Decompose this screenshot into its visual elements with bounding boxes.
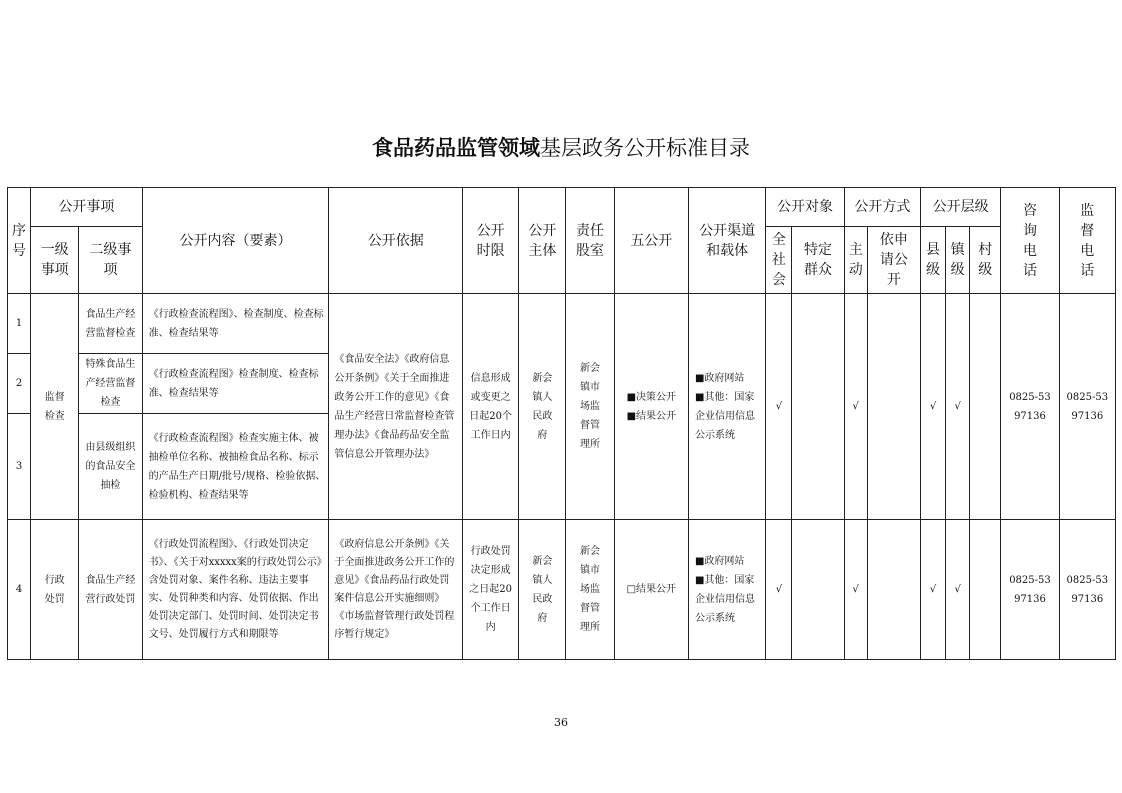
group1-time-limit: 信息形成或变更之日起20个工作日内	[463, 294, 519, 520]
header-target-all: 全社会	[766, 227, 792, 294]
group2-five: □结果公开	[614, 520, 688, 660]
header-basis: 公开依据	[329, 188, 463, 294]
group1-basis: 《食品安全法》《政府信息公开条例》《关于全面推进政务公开工作的意见》《食品生产经营日常监督检查管理办法》《食品药品安全监管信息公开管理办法》	[329, 294, 463, 520]
group2-supervise: 0825-53 97136	[1059, 520, 1115, 660]
header-time-limit: 公开时限	[463, 188, 519, 294]
row-content: 《行政检查流程图》检查实施主体、被抽检单位名称、被抽检食品名称、标示的产品生产日期/批号/规格、检验依据、检验机构、检查结果等	[142, 414, 329, 520]
header-content: 公开内容（要素）	[142, 188, 329, 294]
table-row	[8, 520, 1116, 660]
row-level2: 由县级组织的食品安全抽检	[79, 414, 142, 520]
group1-level-village	[970, 294, 1001, 520]
disclosure-table	[7, 187, 1116, 660]
group2-level-village	[970, 520, 1001, 660]
title-bold: 食品药品监管领域	[372, 135, 540, 160]
header-items: 公开事项	[31, 188, 142, 227]
group2-time-limit: 行政处罚决定形成之日起20个工作日内	[463, 520, 519, 660]
header-mode-active: 主动	[844, 227, 867, 294]
header-supervise: 监督电话	[1059, 188, 1115, 294]
group2-basis: 《政府信息公开条例》《关于全面推进政务公开工作的意见》《食品药品行政处罚案件信息公开实施细则》《市场监督管理行政处罚程序暂行规定》	[329, 520, 463, 660]
group2-mode-apply	[867, 520, 920, 660]
header-level2: 二级事项	[79, 227, 142, 294]
header-level1: 一级事项	[31, 227, 79, 294]
row-level2: 特殊食品生产经营监督检查	[79, 354, 142, 414]
header-level-county: 县级	[921, 227, 946, 294]
group1-target-specific	[792, 294, 844, 520]
group1-office: 新会镇市场监督管理所	[566, 294, 614, 520]
row-seq: 4	[8, 520, 31, 660]
row-seq: 1	[8, 294, 31, 354]
header-level-town: 镇级	[946, 227, 970, 294]
header-subject: 公开主体	[519, 188, 566, 294]
group2-mode-active: √	[844, 520, 867, 660]
group1-five: ■决策公开 ■结果公开	[614, 294, 688, 520]
group1-level-county: √	[921, 294, 946, 520]
header-level-village: 村级	[970, 227, 1001, 294]
header-target: 公开对象	[766, 188, 844, 227]
group1-supervise: 0825-53 97136	[1059, 294, 1115, 520]
group2-level-town: √	[946, 520, 970, 660]
group1-channel: ■政府网站 ■其他：国家企业信用信息公示系统	[688, 294, 765, 520]
header-seq: 序号	[8, 188, 31, 294]
group2-channel: ■政府网站 ■其他：国家企业信用信息公示系统	[688, 520, 765, 660]
group1-mode-apply	[867, 294, 920, 520]
group2-office: 新会镇市场监督管理所	[566, 520, 614, 660]
group2-level1: 行政处罚	[31, 520, 79, 660]
group2-subject: 新会镇人民政府	[519, 520, 566, 660]
page-title	[0, 132, 1122, 162]
header-mode-apply: 依申请公开	[867, 227, 920, 294]
row-seq: 2	[8, 354, 31, 414]
group2-target-specific	[792, 520, 844, 660]
group2-consult: 0825-53 97136	[1001, 520, 1059, 660]
header-channel: 公开渠道和载体	[688, 188, 765, 294]
row-level2: 食品生产经营监督检查	[79, 294, 142, 354]
header-level: 公开层级	[921, 188, 1001, 227]
group1-consult: 0825-53 97136	[1001, 294, 1059, 520]
header-target-specific: 特定群众	[792, 227, 844, 294]
row-level2: 食品生产经营行政处罚	[79, 520, 142, 660]
group2-level-county: √	[921, 520, 946, 660]
row-content: 《行政检查流程图》检查制度、检查标准、检查结果等	[142, 354, 329, 414]
group1-mode-active: √	[844, 294, 867, 520]
page-number: 36	[554, 716, 568, 729]
header-office: 责任股室	[566, 188, 614, 294]
row-seq: 3	[8, 414, 31, 520]
group2-target-all: √	[766, 520, 792, 660]
table-row	[8, 294, 1116, 354]
row-content: 《行政检查流程图》、检查制度、检查标准、检查结果等	[142, 294, 329, 354]
group1-subject: 新会镇人民政府	[519, 294, 566, 520]
group1-level1: 监督检查	[31, 294, 79, 520]
header-consult: 咨询电话	[1001, 188, 1059, 294]
title-rest: 基层政务公开标准目录	[540, 136, 750, 160]
group1-level-town: √	[946, 294, 970, 520]
header-five: 五公开	[614, 188, 688, 294]
row-content: 《行政处罚流程图》、《行政处罚决定书》、《关于对xxxxx案的行政处罚公示》含处罚对象、案件名称、违法主要事实、处罚种类和内容、处罚依据、作出处罚决定部门、处罚时间、处罚决定书文号、处罚履行方式和期限等	[142, 520, 329, 660]
group1-target-all: √	[766, 294, 792, 520]
header-mode: 公开方式	[844, 188, 920, 227]
